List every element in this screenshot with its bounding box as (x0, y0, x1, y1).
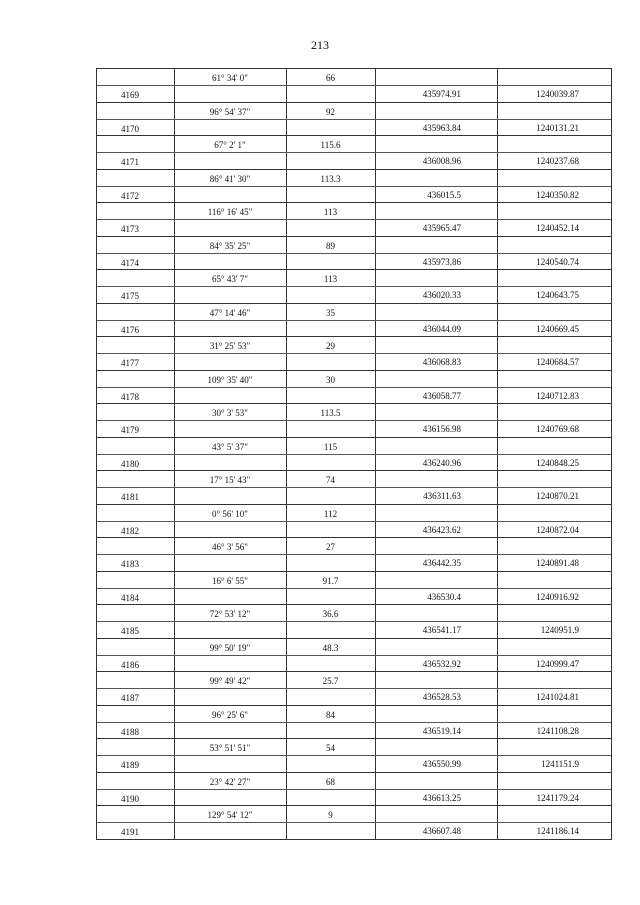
distance: 25.7 (322, 676, 339, 686)
coordinate-x (375, 223, 497, 233)
coordinate-y (497, 458, 611, 468)
coordinate-y-value: 1241024.81 (536, 692, 579, 702)
distance: 113.5 (320, 408, 341, 418)
direction-angle: 99° 50' 19" (209, 642, 251, 653)
row-divider (97, 755, 611, 756)
coordinate-y-value: 1240540.74 (536, 256, 579, 267)
coordinate-x-value: 436068.83 (422, 357, 461, 367)
table-row (97, 237, 611, 271)
coordinate-x-value: 436008.96 (422, 156, 461, 166)
distance: 68 (326, 776, 335, 787)
distance: 112 (323, 508, 338, 519)
coordinate-x (375, 692, 497, 702)
table-row (97, 136, 611, 170)
coordinate-y (497, 424, 611, 434)
point-number: 4171 (121, 157, 139, 167)
coordinate-y-value: 1240870.21 (536, 491, 579, 501)
direction-angle: 47° 14' 46" (209, 307, 251, 318)
coordinate-x (375, 324, 497, 334)
table-row (97, 69, 611, 103)
table-row (97, 170, 611, 204)
coordinate-y-value: 1240237.68 (536, 156, 579, 166)
coordinate-y-value: 1240643.75 (536, 290, 579, 300)
coordinate-x-value: 436015.5 (427, 189, 461, 200)
row-divider (97, 722, 611, 723)
distance: 27 (326, 542, 335, 552)
coordinate-y-value: 1240891.48 (536, 558, 579, 568)
coordinate-y (497, 223, 611, 233)
coordinate-x-value: 436044.09 (422, 323, 461, 334)
point-number: 4178 (121, 391, 139, 402)
distance: 9 (328, 810, 333, 820)
coordinate-y (497, 290, 611, 300)
coordinate-y (497, 89, 611, 99)
point-number: 4177 (121, 358, 139, 368)
distance: 92 (326, 106, 335, 117)
page-number: 213 (311, 38, 329, 52)
row-divider (97, 286, 611, 287)
coordinate-x-value: 436532.92 (422, 658, 461, 669)
table-row (97, 103, 611, 137)
coordinate-x-value: 436156.98 (422, 424, 461, 434)
coordinate-x-value: 436240.96 (422, 457, 461, 468)
point-number: 4188 (121, 726, 139, 737)
coordinate-x-value: 436311.63 (423, 491, 461, 501)
coordinate-x (375, 491, 497, 501)
table-row (97, 203, 611, 237)
distance: 35 (326, 307, 335, 318)
coordinate-x (375, 190, 497, 200)
coordinates-table (96, 68, 612, 840)
coordinate-y-value: 1240452.14 (536, 223, 579, 233)
coordinate-x-value: 435963.84 (422, 122, 461, 133)
coordinate-y (497, 659, 611, 669)
coordinate-y (497, 592, 611, 602)
direction-angle: 65° 43' 7" (212, 274, 248, 284)
coordinate-y-value: 1240916.92 (536, 591, 579, 602)
coordinate-x (375, 625, 497, 635)
coordinate-y (497, 525, 611, 535)
point-number: 4186 (121, 659, 139, 670)
point-number: 4181 (121, 492, 139, 502)
direction-angle: 23° 42' 27" (209, 776, 251, 787)
table-row (97, 337, 611, 371)
coordinate-x-value: 436607.48 (422, 826, 461, 836)
coordinate-x-value: 436550.99 (422, 759, 461, 769)
point-number: 4184 (121, 592, 139, 603)
point-number: 4185 (121, 626, 139, 636)
coordinate-y-value: 1240872.04 (536, 524, 579, 535)
distance: 115 (323, 441, 338, 452)
distance: 66 (326, 73, 335, 83)
coordinate-x (375, 458, 497, 468)
row-divider (97, 152, 611, 153)
row-divider (97, 353, 611, 354)
coordinate-x (375, 525, 497, 535)
row-divider (97, 789, 611, 790)
table-row (97, 538, 611, 572)
direction-angle: 67° 2' 1" (214, 140, 246, 150)
coordinate-x (375, 793, 497, 803)
coordinate-y (497, 826, 611, 836)
row-divider (97, 822, 611, 823)
table-body (97, 69, 611, 840)
coordinate-y-value: 1241186.14 (536, 826, 579, 836)
coordinate-y-value: 1240951.9 (540, 625, 579, 635)
table-row (97, 371, 611, 405)
coordinate-y (497, 726, 611, 736)
coordinate-y-value: 1240350.82 (536, 189, 579, 200)
coordinate-y (497, 558, 611, 568)
row-divider (97, 119, 611, 120)
coordinate-x-value: 436442.35 (422, 558, 461, 568)
coordinate-x-value: 435974.91 (422, 89, 461, 99)
direction-angle: 17° 15' 43" (209, 475, 251, 485)
direction-angle: 72° 53' 12" (209, 609, 251, 619)
row-divider (97, 621, 611, 622)
direction-angle: 96° 25' 6" (212, 709, 248, 720)
coordinate-x (375, 726, 497, 736)
coordinate-y-value: 1240848.25 (536, 457, 579, 468)
point-number: 4191 (121, 827, 139, 837)
direction-angle: 53° 51' 51" (209, 743, 251, 753)
coordinate-x (375, 156, 497, 166)
coordinate-x-value: 435965.47 (422, 223, 461, 233)
table-row (97, 572, 611, 606)
coordinate-y-value: 1240669.45 (536, 323, 579, 334)
table-row (97, 505, 611, 539)
point-number: 4173 (121, 224, 139, 234)
direction-angle: 16° 6' 55" (212, 575, 248, 586)
coordinate-y (497, 324, 611, 334)
distance: 113.3 (320, 173, 341, 184)
coordinate-y (497, 357, 611, 367)
table-row (97, 706, 611, 740)
point-number: 4170 (121, 123, 139, 134)
point-number: 4172 (121, 190, 139, 201)
row-divider (97, 253, 611, 254)
row-divider (97, 554, 611, 555)
point-number: 4189 (121, 760, 139, 770)
coordinate-y-value: 1241179.24 (536, 792, 579, 803)
coordinate-x-value: 436020.33 (422, 290, 461, 300)
distance: 84 (326, 709, 335, 720)
point-number: 4169 (121, 90, 139, 100)
coordinate-x (375, 89, 497, 99)
coordinate-y-value: 1240712.83 (536, 390, 579, 401)
direction-angle: 96° 54' 37" (209, 106, 251, 117)
coordinate-y-value: 1241108.28 (536, 725, 579, 736)
direction-angle: 129° 54' 12" (207, 810, 253, 820)
point-number: 4175 (121, 291, 139, 301)
coordinate-y (497, 257, 611, 267)
row-divider (97, 454, 611, 455)
coordinate-x (375, 424, 497, 434)
row-divider (97, 487, 611, 488)
coordinate-x-value: 436613.25 (422, 792, 461, 803)
point-number: 4179 (121, 425, 139, 435)
coordinate-x (375, 826, 497, 836)
coordinate-x (375, 257, 497, 267)
point-number: 4182 (121, 525, 139, 536)
direction-angle: 84° 35' 25" (209, 240, 251, 251)
direction-angle: 30° 3' 53" (212, 408, 248, 418)
table-row (97, 773, 611, 807)
direction-angle: 0° 56' 10" (212, 508, 248, 519)
coordinate-y-value: 1240999.47 (536, 658, 579, 669)
point-number: 4180 (121, 458, 139, 469)
distance: 54 (326, 743, 335, 753)
coordinate-x (375, 290, 497, 300)
coordinate-y (497, 692, 611, 702)
direction-angle: 46° 3' 56" (212, 542, 248, 552)
coordinate-x-value: 436530.4 (427, 591, 461, 602)
row-divider (97, 655, 611, 656)
table-row (97, 471, 611, 505)
coordinate-y (497, 391, 611, 401)
row-divider (97, 387, 611, 388)
coordinate-x-value: 436541.17 (422, 625, 461, 635)
row-divider (97, 588, 611, 589)
coordinate-y (497, 491, 611, 501)
distance: 74 (326, 475, 335, 485)
coordinate-x (375, 391, 497, 401)
direction-angle: 86° 41' 30" (209, 173, 251, 184)
coordinate-x-value: 436058.77 (422, 390, 461, 401)
point-number: 4190 (121, 793, 139, 804)
distance: 113 (323, 207, 338, 217)
coordinate-x-value: 435973.86 (422, 256, 461, 267)
point-number: 4176 (121, 324, 139, 335)
table-row (97, 672, 611, 706)
table-row (97, 270, 611, 304)
table-row (97, 404, 611, 438)
coordinate-y (497, 759, 611, 769)
distance: 29 (326, 341, 335, 351)
coordinate-y (497, 625, 611, 635)
coordinate-x-value: 436519.14 (422, 725, 461, 736)
point-number: 4174 (121, 257, 139, 268)
direction-angle: 109° 35' 40" (207, 374, 253, 385)
table-row (97, 438, 611, 472)
coordinate-x (375, 759, 497, 769)
distance: 48.3 (322, 642, 339, 653)
table-row (97, 639, 611, 673)
table-row (97, 739, 611, 773)
coordinate-y-value: 1240769.68 (536, 424, 579, 434)
distance: 113 (323, 274, 338, 284)
coordinate-x (375, 592, 497, 602)
coordinate-x-value: 436423.62 (422, 524, 461, 535)
point-number: 4183 (121, 559, 139, 569)
coordinate-x (375, 659, 497, 669)
distance: 30 (326, 374, 335, 385)
coordinate-y (497, 190, 611, 200)
coordinate-y-value: 1240684.57 (536, 357, 579, 367)
coordinate-x (375, 357, 497, 367)
direction-angle: 61° 34' 0" (212, 73, 248, 83)
row-divider (97, 420, 611, 421)
distance: 91.7 (322, 575, 339, 586)
coordinate-y (497, 123, 611, 133)
coordinate-y-value: 1240039.87 (536, 89, 579, 99)
row-divider (97, 320, 611, 321)
coordinate-y-value: 1240131.21 (536, 122, 579, 133)
distance: 36.6 (322, 609, 339, 619)
coordinate-y-value: 1241151.9 (541, 759, 579, 769)
distance: 115.6 (320, 140, 341, 150)
coordinate-x (375, 123, 497, 133)
coordinate-x-value: 436528.53 (422, 692, 461, 702)
point-number: 4187 (121, 693, 139, 703)
coordinate-x (375, 558, 497, 568)
coordinate-y (497, 793, 611, 803)
row-divider (97, 186, 611, 187)
direction-angle: 116° 16' 45" (207, 207, 253, 217)
direction-angle: 31° 25' 53" (209, 341, 251, 351)
table-row (97, 605, 611, 639)
coordinate-y (497, 156, 611, 166)
distance: 89 (326, 240, 335, 251)
direction-angle: 43° 5' 37" (212, 441, 248, 452)
table-row (97, 806, 611, 840)
direction-angle: 99° 49' 42" (209, 676, 251, 686)
row-divider (97, 219, 611, 220)
row-divider (97, 688, 611, 689)
row-divider (97, 85, 611, 86)
table-row (97, 304, 611, 338)
row-divider (97, 521, 611, 522)
